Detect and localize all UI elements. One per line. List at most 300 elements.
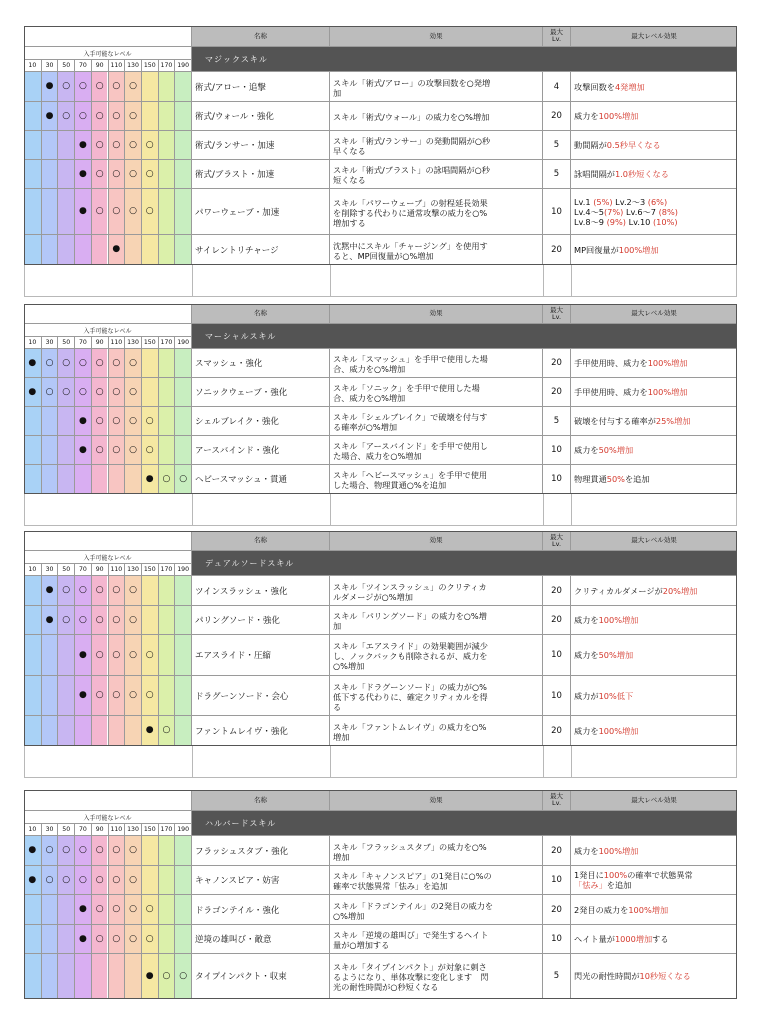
level-cell [41,925,58,953]
highlight-value: 1.0秒短くなる [614,169,669,179]
skill-effect [329,160,542,188]
max-level-line2: Lv. [551,35,562,43]
max-level-effect [570,606,737,634]
level-cell [124,235,141,264]
level-available-circle: ○ [91,925,108,953]
max-level: 10 [542,925,570,953]
effect-line: した場合、物理貫通○%を追加 [333,480,447,490]
skill-name: フラッシュスタブ・強化 [191,836,329,865]
result-line [574,650,633,660]
gap-divider [192,746,193,777]
max-level-effect [570,160,737,188]
result-line [574,82,645,92]
result-line [574,169,669,179]
level-number: 30 [41,824,58,835]
highlight-value: 20%増加 [662,585,698,596]
level-start-dot: ● [24,378,41,406]
level-available-circle: ○ [108,895,125,924]
level-available-circle: ○ [174,954,191,998]
skill-row [24,235,737,265]
effect-lines [333,354,488,374]
level-number: 110 [108,337,125,348]
effect-line: る [333,701,342,712]
result-line [574,691,633,701]
result-lines [574,934,669,944]
level-cell [174,436,191,464]
level-cell [24,102,41,130]
effect-line: スキル「パワーウェーブ」の射程延長効果 [333,197,488,208]
level-available-circle: ○ [124,378,141,406]
level-cell [158,378,175,406]
result-text: MP回復量が [574,244,619,255]
level-cell [57,954,74,998]
result-text: Lv.10 [625,216,653,227]
skill-effect [329,606,542,634]
level-cell [41,189,58,234]
effect-line: スキル「ソニック」を手甲で使用した場 [333,383,480,393]
level-numbers [24,336,191,348]
effect-line: スキル「術式/アロー」の攻撃回数を○発増 [333,77,491,88]
result-lines [574,387,688,397]
level-available-circle: ○ [158,954,175,998]
level-available-circle: ○ [124,895,141,924]
level-available-circle: ○ [91,895,108,924]
effect-lines [333,78,490,98]
column-header-max-effect: 最大レベル効果 [570,304,737,323]
max-level: 10 [542,866,570,894]
max-level-line2: Lv. [551,799,562,807]
level-available-circle: ○ [124,576,141,605]
result-lines [574,82,645,92]
level-number: 170 [158,824,175,835]
levels-label: 入手可能なレベル [24,47,191,58]
level-cell [24,676,41,715]
result-text: ヘイト量が [574,934,615,944]
level-number: 10 [28,826,37,833]
level-available-circle: ○ [57,349,74,377]
highlight-value: (8%) [658,206,678,217]
level-available-circle: ○ [108,866,125,894]
highlight-value: 50%増加 [598,445,634,455]
skill-effect [329,925,542,953]
level-number: 70 [74,337,91,348]
result-text: 威力を [574,845,599,856]
level-available-circle: ○ [41,866,58,894]
level-available-circle: ○ [74,72,91,101]
level-available-circle: ○ [158,465,175,493]
level-available-circle: ○ [91,189,108,234]
column-header-effect: 効果 [329,531,542,550]
max-level: 20 [542,349,570,377]
skill-name: ツインスラッシュ・強化 [191,576,329,605]
skill-row [24,407,737,436]
gap-divider [571,265,572,296]
levels-label: 入手可能なレベル [24,811,191,822]
level-start-dot: ● [74,925,91,953]
level-available-circle: ○ [158,716,175,745]
level-available-circle: ○ [74,378,91,406]
effect-line: スキル「シェルブレイク」で破壊を付与す [333,412,488,422]
level-number: 170 [158,564,175,575]
skill-name: パリングソード・強化 [191,606,329,634]
effect-line: スキル「ドラグーンソード」の威力が○% [333,681,487,692]
level-cell [41,235,58,264]
skill-name: ドラゴンテイル・強化 [191,895,329,924]
table-gap [24,265,737,297]
table-header [24,304,737,324]
highlight-value: 25%増加 [655,416,691,426]
highlight-value: (9%) [606,216,626,227]
level-available-circle: ○ [74,836,91,865]
level-cell [41,465,58,493]
level-cell [158,576,175,605]
skill-effect [329,72,542,101]
skill-effect [329,576,542,605]
table-header [24,531,737,551]
effect-line: 増加 [333,731,350,742]
effect-line: 光の耐性時間が○秒短くなる [333,982,439,992]
level-cell [108,465,125,493]
level-cell [141,866,158,894]
level-number: 90 [91,564,108,575]
skill-effect [329,716,542,745]
effect-line: ルダメージが○%増加 [333,591,413,602]
max-level-line1: 最大 [550,532,563,541]
result-line [574,111,638,121]
effect-line: スキル「スマッシュ」を手甲で使用した場 [333,354,488,364]
table-header [24,790,737,811]
level-available-circle: ○ [141,895,158,924]
level-number: 50 [57,824,74,835]
level-available-circle: ○ [41,349,58,377]
effect-line: ると、MP回復量が○%増加 [333,250,434,261]
result-text: 詠唱間隔が [574,169,615,179]
highlight-value: 1000増加 [614,934,653,944]
effect-lines [333,136,490,156]
max-level-effect [570,716,737,745]
level-cell [74,465,91,493]
level-available-circle: ○ [108,606,125,634]
level-available-circle: ○ [91,160,108,188]
level-number: 110 [108,60,125,71]
skill-effect [329,349,542,377]
level-cell [91,235,108,264]
max-level: 5 [542,407,570,435]
result-line [574,358,688,368]
skill-name: 逆境の雄叫び・敵意 [191,925,329,953]
level-cell [24,235,41,264]
level-number: 130 [124,337,141,348]
level-cell [158,836,175,865]
result-line [574,846,638,856]
level-cell [24,436,41,464]
column-header-effect: 効果 [329,790,542,810]
level-cell [158,160,175,188]
level-start-dot: ● [74,895,91,924]
skill-row [24,349,737,378]
level-number: 90 [91,824,108,835]
level-available-circle: ○ [141,131,158,159]
max-level: 5 [542,160,570,188]
level-available-circle: ○ [141,160,158,188]
level-cell [158,866,175,894]
level-cell [158,925,175,953]
result-lines [574,474,650,484]
level-cell [57,465,74,493]
level-number: 50 [57,337,74,348]
result-text: Lv.2～3 [612,196,648,207]
level-cell [24,925,41,953]
level-number: 30 [41,337,58,348]
result-lines [574,169,669,179]
result-line [574,387,688,397]
level-number: 90 [91,337,108,348]
level-cell [57,160,74,188]
skill-row [24,72,737,102]
column-header-max-effect: 最大レベル効果 [570,26,737,46]
highlight-value: 10%低下 [598,690,634,701]
level-cell [158,436,175,464]
level-start-dot: ● [74,407,91,435]
level-number: 170 [158,60,175,71]
result-text: 威力を [574,445,599,455]
effect-line: スキル「術式/ブラスト」の詠唱間隔が○秒 [333,165,490,175]
effect-line: 加 [333,87,342,98]
result-lines [574,586,697,596]
section-title-row [24,47,737,72]
result-lines [574,416,690,426]
level-available-circle: ○ [141,436,158,464]
skill-name: 術式/アロー・追撃 [191,72,329,101]
highlight-value: (6%) [647,196,668,207]
skill-row [24,189,737,235]
max-level: 10 [542,189,570,234]
level-start-dot: ● [41,102,58,130]
effect-line: るようになり、単体攻撃に変化します 閃 [333,972,489,982]
effect-line: スキル「フラッシュスタブ」の威力を○% [333,841,487,852]
level-cell [24,131,41,159]
level-available-circle: ○ [124,925,141,953]
level-available-circle: ○ [124,131,141,159]
effect-lines [333,722,486,742]
result-text: Lv.8～9 [574,216,607,227]
level-cell [41,954,58,998]
max-level-effect [570,189,737,234]
effect-line: スキル「ツインスラッシュ」のクリティカ [333,581,487,592]
max-level-effect [570,102,737,130]
max-level-line1: 最大 [550,792,563,800]
result-line [574,474,650,484]
level-available-circle: ○ [91,131,108,159]
result-line [574,217,678,227]
level-numbers [24,563,191,575]
level-cell [158,407,175,435]
result-lines [574,197,678,227]
skill-effect [329,635,542,675]
effect-line: 増加する [333,217,366,228]
result-text: 閃光の耐性時間が [574,971,640,981]
level-start-dot: ● [141,954,158,998]
header-blank [24,304,191,323]
effect-line: ○%増加 [333,661,365,671]
level-available-circle: ○ [108,160,125,188]
highlight-value: 「怯み」 [574,880,607,890]
level-numbers [24,823,191,835]
result-text: Lv.6～7 [623,206,659,217]
max-level-effect [570,954,737,998]
level-available-circle: ○ [108,635,125,675]
max-level: 4 [542,72,570,101]
level-available-circle: ○ [124,866,141,894]
max-level: 20 [542,716,570,745]
max-level-effect [570,235,737,264]
highlight-value: 50%増加 [598,650,634,660]
result-line [574,207,678,217]
section-title-row [24,811,737,836]
effect-line: し、ノックバックも削除されるが、威力を [333,651,488,661]
effect-line: スキル「アースバインド」を手甲で使用し [333,441,488,451]
level-cell [174,102,191,130]
level-number: 90 [91,60,108,71]
skill-effect [329,235,542,264]
effect-line: 早くなる [333,146,366,156]
level-available-circle: ○ [41,378,58,406]
section-title: ハルバードスキル [191,811,737,835]
effect-lines [333,470,487,490]
effect-line: スキル「ファントムレイヴ」の威力を○% [333,721,487,732]
effect-line: スキル「タイプインパクト」が対象に刺さ [333,962,487,972]
level-available-circle: ○ [124,676,141,715]
result-text: を追加 [624,474,650,484]
level-available-circle: ○ [108,676,125,715]
effect-lines [333,383,480,403]
level-cell [24,465,41,493]
level-cell [174,895,191,924]
effect-lines [333,112,489,122]
level-available-circle: ○ [91,635,108,675]
result-text: の確率で状態異常 [627,870,693,880]
max-level-effect [570,635,737,675]
level-available-circle: ○ [124,436,141,464]
result-text: 手甲使用時、威力を [574,387,648,397]
result-line [574,245,659,255]
column-header-name: 名称 [191,531,329,550]
effect-lines [333,241,488,261]
level-cell [174,866,191,894]
level-available-circle: ○ [91,436,108,464]
result-text: 威力を [574,650,599,660]
level-cell [124,954,141,998]
effect-line: 合、威力を○%増加 [333,393,406,403]
level-available-circle: ○ [141,407,158,435]
level-start-dot: ● [108,235,125,264]
level-available-circle: ○ [57,836,74,865]
skill-effect [329,676,542,715]
header-blank [24,790,191,810]
level-cell [41,716,58,745]
effect-line: 合、威力を○%増加 [333,364,406,374]
result-text: 威力が [574,690,599,701]
effect-lines [333,682,488,712]
effect-line: スキル「エアスライド」の効果範囲が減少 [333,641,488,651]
level-number: 30 [41,564,58,575]
level-number: 130 [124,824,141,835]
level-available-circle: ○ [174,465,191,493]
level-available-circle: ○ [124,606,141,634]
max-level-line2: Lv. [551,539,562,548]
skill-name: ソニックウェーブ・強化 [191,378,329,406]
result-lines [574,245,659,255]
level-cell [91,954,108,998]
section-title: デュアルソードスキル [191,551,737,575]
skill-row [24,716,737,746]
level-start-dot: ● [24,836,41,865]
skill-name: 術式/ランサー・加速 [191,131,329,159]
level-cell [74,235,91,264]
level-cell [24,72,41,101]
highlight-value: 50% [606,474,625,484]
level-available-circle: ○ [124,72,141,101]
highlight-value: 100%増加 [618,244,659,255]
skill-row [24,465,737,494]
gap-divider [571,494,572,525]
level-start-dot: ● [74,160,91,188]
max-level-effect [570,836,737,865]
level-cell [108,716,125,745]
level-number: 70 [74,564,91,575]
level-cell [174,72,191,101]
result-lines [574,140,661,150]
max-level: 20 [542,235,570,264]
skill-effect [329,954,542,998]
gap-divider [571,746,572,777]
highlight-value: 100%増加 [598,845,639,856]
level-start-dot: ● [24,349,41,377]
gap-divider [330,746,331,777]
max-level: 10 [542,635,570,675]
level-available-circle: ○ [57,606,74,634]
level-cell [158,895,175,924]
max-level: 20 [542,102,570,130]
level-cell [174,189,191,234]
max-level-effect [570,895,737,924]
effect-line: 短くなる [333,175,366,185]
level-cell [74,716,91,745]
level-cell [174,925,191,953]
result-lines [574,615,638,625]
level-cell [91,716,108,745]
level-cell [174,160,191,188]
level-cell [41,160,58,188]
level-available-circle: ○ [141,676,158,715]
effect-lines [333,871,492,891]
max-level-line2: Lv. [551,312,562,321]
skill-effect [329,407,542,435]
level-cell [57,676,74,715]
level-available-circle: ○ [141,635,158,675]
level-cell [174,606,191,634]
level-number: 190 [174,564,191,575]
skill-name: シェルブレイク・強化 [191,407,329,435]
highlight-value: 4発増加 [614,81,645,92]
level-available-circle: ○ [108,836,125,865]
column-header-max-level [542,790,570,810]
result-lines [574,726,638,736]
skill-name: アースバインド・強化 [191,436,329,464]
skill-effect [329,436,542,464]
level-cell [108,954,125,998]
max-level: 20 [542,895,570,924]
